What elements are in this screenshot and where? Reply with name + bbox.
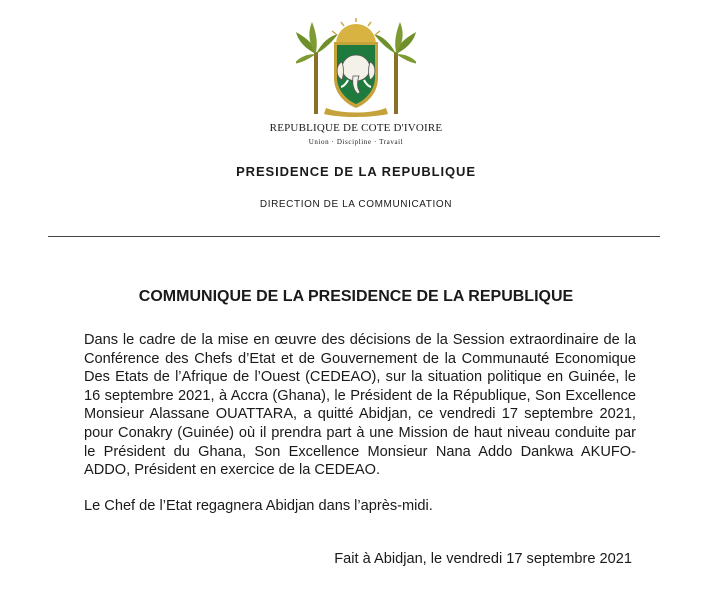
- right-palm-icon: [374, 22, 416, 114]
- communique-body: [84, 331, 636, 515]
- header-divider: [48, 236, 660, 237]
- presidency-heading: PRESIDENCE DE LA REPUBLIQUE: [236, 164, 476, 179]
- place-date-signoff: Fait à Abidjan, le vendredi 17 septembre 2021: [334, 551, 632, 567]
- left-palm-icon: [296, 22, 338, 114]
- country-name: REPUBLIQUE DE COTE D'IVOIRE: [269, 122, 443, 134]
- motto-banner-icon: [324, 108, 388, 117]
- direction-heading: DIRECTION DE LA COMMUNICATION: [259, 199, 453, 210]
- coat-of-arms-icon: [296, 18, 416, 118]
- national-motto: Union · Discipline · Travail: [308, 138, 404, 146]
- body-paragraph: Le Chef de l’Etat regagnera Abidjan dans l’après-midi.: [84, 497, 433, 514]
- body-paragraph: Dans le cadre de la mise en œuvre des décisions de la Session extraordinaire de la Conférence des Chefs d’Etat et de Gouvernement de la Communauté Economique Des Etats de l’Afrique de l’Ouest (CEDEAO), sur la situation politique en Guinée, le 16 septembre 2021, à Accra (Ghana), le Président de la République, Son Excellence Monsieur Alassane OUATTARA, a quitté Abidjan, ce vendredi 17 septembre 2021, pour Conakry (Guinée) où il prendra part à une Mission de haut niveau conduite par le Président du Ghana, Son Excellence Monsieur Nana Addo Dankwa AKUFO-ADDO, Président en exercice de la CEDEAO.: [84, 332, 636, 479]
- sun-icon: [332, 18, 380, 44]
- communique-title: COMMUNIQUE DE LA PRESIDENCE DE LA REPUBLIQUE: [138, 288, 574, 305]
